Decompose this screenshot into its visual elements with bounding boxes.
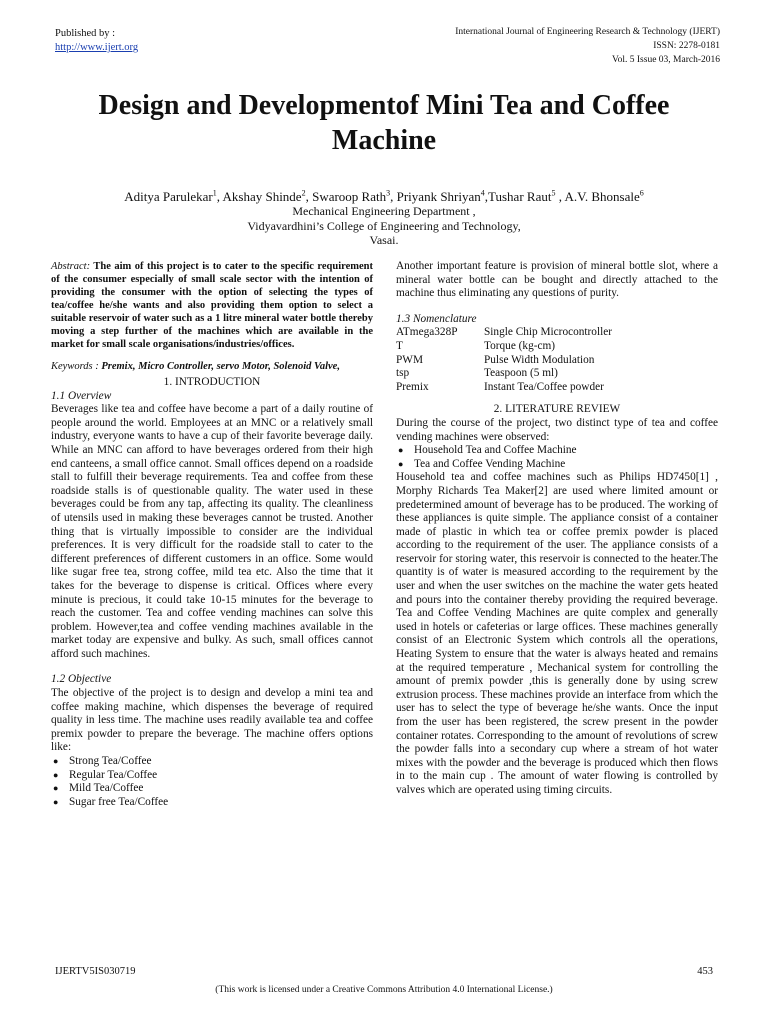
list-item: ● Sugar free Tea/Coffee — [53, 795, 169, 808]
journal-url-link[interactable]: http://www.ijert.org — [55, 42, 139, 53]
author: Akshay Shinde$^2$, — [222, 189, 313, 205]
literature-paragraph: Household tea and coffee machines such as Philips HD7450[1] , Morphy Richards Tea Maker[2] are used where limited amount or predetermined amount of beverage has to be produced. The working of these appliances is quite simple. The appliance consist of a container made of plastic in which tea or coffee premix powder is placed according to the requirement of the user. The appliance consists of a reservoir for storing water, this reservoir is connected to the heater.The quantity is of water is measured according to the requirement by the user and when the user switches on the machine the water gets heated and pours into the container thereby providing the required beverage. Tea and Coffee Vending Machines are quite complex and generally used in hotels or cafeterias or large offices. These machines generally consist of an Electronic System which controls all the operations, Heating System to ensure that the water is always heated and remains at the required temperature , Mechanical system for controlling the amount of premix powder ,this is generally done by using screw extrusion process. These machines provide an interface from which the user has to select the type of beverage he/she wants. Once the input from the user has been registered, the screw present in the powder container rotates. Corresponding to the amount of revolutions of screw the powder falls into a secondary cup where a stream of hot water mixes with the powder and the beverage is produced which then flows in to the main cup . The amount of water flowing is controlled by valves which are operated using timing circuits. — [396, 471, 718, 796]
section-heading-literature-review: 2. LITERATURE REVIEW — [493, 403, 621, 416]
location: Vasai. — [369, 233, 399, 247]
footer-page-number: 453 — [697, 966, 713, 977]
affiliation — [40, 204, 728, 248]
subsection-heading-nomenclature: 1.3 Nomenclature — [396, 312, 477, 325]
overview-paragraph: Beverages like tea and coffee have become a part of a daily routine of people around the world. Employees at an MNC or a relatively small industry, everyone wants to have a cup of their favorite beverage daily. While an MNC can afford to have beverages ordered from their high end canteens, a small office cannot. Small offices depend on a roadside stall to fulfill their beverage requirements. Tea and coffee from these roadside stalls is of questionable quality. The water used in these beverages could be from any tap, affecting its quality. The cleanliness of utensils used in making these beverages cannot be trusted. Another thing that is virtually impossible to consider are the individual preferences. It is very difficult for the roadside stall to cater to the different preferences of different customers in an office. Some would like sugar free tea, strong coffee, mild tea etc. Also the time that it takes for the beverage to dispense is critical. Offices where every minute is precious, it could take 10-15 minutes for the beverage to reach the customer. Tea and coffee vending machines can solve this problem. However,tea and coffee vending machines available in the market today are expensive and bulky. As such, small offices cannot afford such machines. — [51, 403, 373, 660]
right-column — [396, 260, 718, 798]
title-line-1: Design and Developmentof Mini Tea and Coffee — [98, 90, 670, 121]
author: A.V. Bhonsale$^6$ — [564, 189, 644, 205]
author: Tushar Raut$^5$ , — [488, 189, 565, 205]
nomenclature-row: Premix Instant Tea/Coffee powder — [396, 380, 604, 393]
list-item: ● Household Tea and Coffee Machine — [398, 444, 577, 457]
abstract: Abstract: The aim of this project is to cater to the specific requirement of the consumer especially of small scale sector with the intention of providing the consumer with the option of selecting the types of tea/coffee he/she wants and also providing them option to select a suitable reservoir of water such as a 1 litre mineral water bottle thereby moving a step further of the machines which are available in the market for small scale organisations/industries/offices. — [51, 261, 373, 350]
keywords: Keywords : Premix, Micro Controller, servo Motor, Solenoid Valve, — [51, 361, 340, 372]
left-column — [51, 260, 373, 809]
list-item: ● Tea and Coffee Vending Machine — [398, 457, 566, 470]
nomenclature-list — [396, 326, 718, 394]
department: Mechanical Engineering Department , — [292, 204, 476, 218]
published-by-label: Published by : — [55, 28, 116, 39]
header-publisher — [55, 27, 138, 55]
paper-title — [40, 88, 728, 158]
header-journal-info — [455, 25, 720, 67]
college: Vidyavardhini’s College of Engineering and Technology, — [247, 218, 521, 233]
nomenclature-row: PWM Pulse Width Modulation — [396, 353, 595, 366]
machine-types-list — [396, 444, 718, 471]
footer-paper-id: IJERTV5IS030719 — [55, 966, 136, 977]
objective-paragraph: The objective of the project is to design and develop a mini tea and coffee making machine, which dispenses the beverage of required quality in less time. The machine uses readily available tea and coffee premix powder to prepare the beverage. The machine offers options like: — [51, 687, 373, 754]
intro-continuation-paragraph: Another important feature is provision of mineral bottle slot, where a mineral water bottle can be bought and directly attached to the machine thus eliminating any questions of purity. — [396, 260, 718, 300]
issn: ISSN: 2278-0181 — [653, 41, 720, 51]
author: Swaroop Rath$^3$, — [312, 189, 397, 205]
author: Aditya Parulekar$^1$, — [124, 189, 223, 205]
options-list — [51, 755, 373, 809]
footer-license: (This work is licensed under a Creative Commons Attribution 4.0 International License.) — [215, 985, 553, 995]
volume-issue: Vol. 5 Issue 03, March-2016 — [611, 55, 720, 65]
section-heading-introduction: 1. INTRODUCTION — [163, 376, 261, 388]
list-item: ● Mild Tea/Coffee — [53, 782, 144, 795]
list-item: ● Strong Tea/Coffee — [53, 755, 152, 768]
subsection-heading-objective: 1.2 Objective — [51, 673, 112, 686]
literature-intro-paragraph: During the course of the project, two distinct type of tea and coffee vending machines were observed: — [396, 416, 718, 443]
journal-name: International Journal of Engineering Research & Technology (IJERT) — [455, 27, 720, 37]
author-list — [40, 186, 728, 204]
nomenclature-row: ATmega328P Single Chip Microcontroller — [396, 326, 613, 339]
nomenclature-row: tsp Teaspoon (5 ml) — [396, 367, 558, 380]
subsection-heading-overview: 1.1 Overview — [51, 389, 112, 402]
author: Priyank Shriyan$^4$, — [396, 189, 489, 205]
nomenclature-row: T Torque (kg-cm) — [396, 339, 556, 352]
list-item: ● Regular Tea/Coffee — [53, 768, 158, 781]
title-line-2: Machine — [331, 125, 437, 156]
